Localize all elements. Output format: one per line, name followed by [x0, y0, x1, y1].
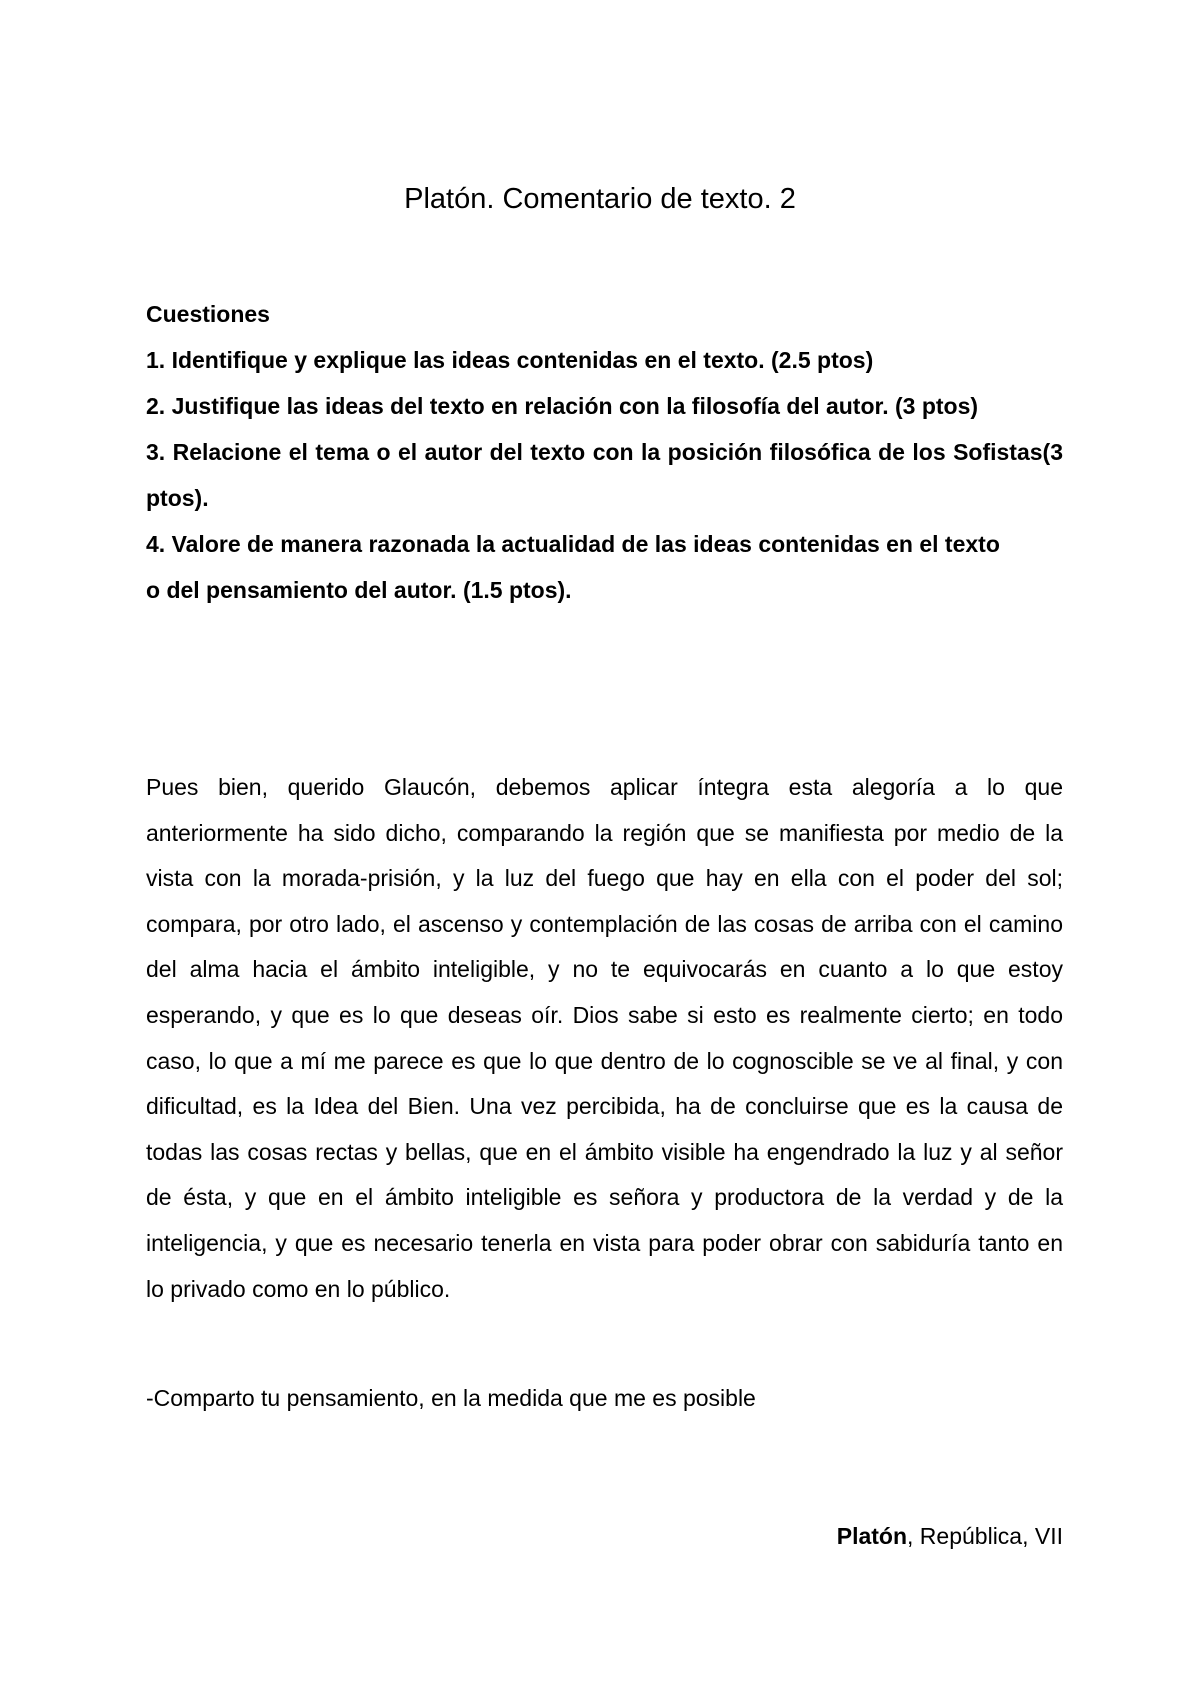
passage-paragraph: Pues bien, querido Glaucón, debemos aplicar íntegra esta alegoría a lo que anteriormente ha sido dicho, comparando la región que se manifiesta por medio de la vista con la morada-prisión, y la luz del fuego que hay en ella con el poder del sol; compara, por otro lado, el ascenso y contemplación de las cosas de arriba con el camino del alma hacia el ámbito inteligible, y no te equivocarás en cuanto a lo que estoy esperando, y que es lo que deseas oír. Dios sabe si esto es realmente cierto; en todo caso, lo que a mí me parece es que lo que dentro de lo cognoscible se ve al final, y con dificultad, es la Idea del Bien. Una vez percibida, ha de concluirse que es la causa de todas las cosas rectas y bellas, que en el ámbito visible ha engendrado la luz y al señor de ésta, y que en el ámbito inteligible es señora y productora de la verdad y de la inteligencia, y que es necesario tenerla en vista para poder obrar con sabiduría tanto en lo privado como en lo público.	[146, 774, 1063, 1302]
question-item-2: 2. Justifique las ideas del texto en relación con la filosofía del autor. (3 ptos)	[146, 393, 979, 419]
questions-heading: Cuestiones	[146, 301, 270, 327]
question-item-3: 3. Relacione el tema o el autor del texto con la posición filosófica de los Sofistas(3 ptos).	[146, 439, 1063, 511]
citation-author: Platón	[836, 1523, 908, 1549]
question-item-4: 4. Valore de manera razonada la actualidad de las ideas contenidas en el texto	[146, 531, 1000, 557]
question-item-4-continuation: o del pensamiento del autor. (1.5 ptos).	[146, 577, 572, 603]
reply-line: -Comparto tu pensamiento, en la medida que me es posible	[146, 1385, 756, 1411]
citation	[837, 1519, 1063, 1553]
document-title: Platón. Comentario de texto. 2	[404, 183, 796, 215]
question-item-1: 1. Identifique y explique las ideas contenidas en el texto. (2.5 ptos)	[146, 347, 874, 373]
citation-work: , República, VII	[907, 1523, 1063, 1549]
questions-section	[146, 291, 1063, 613]
